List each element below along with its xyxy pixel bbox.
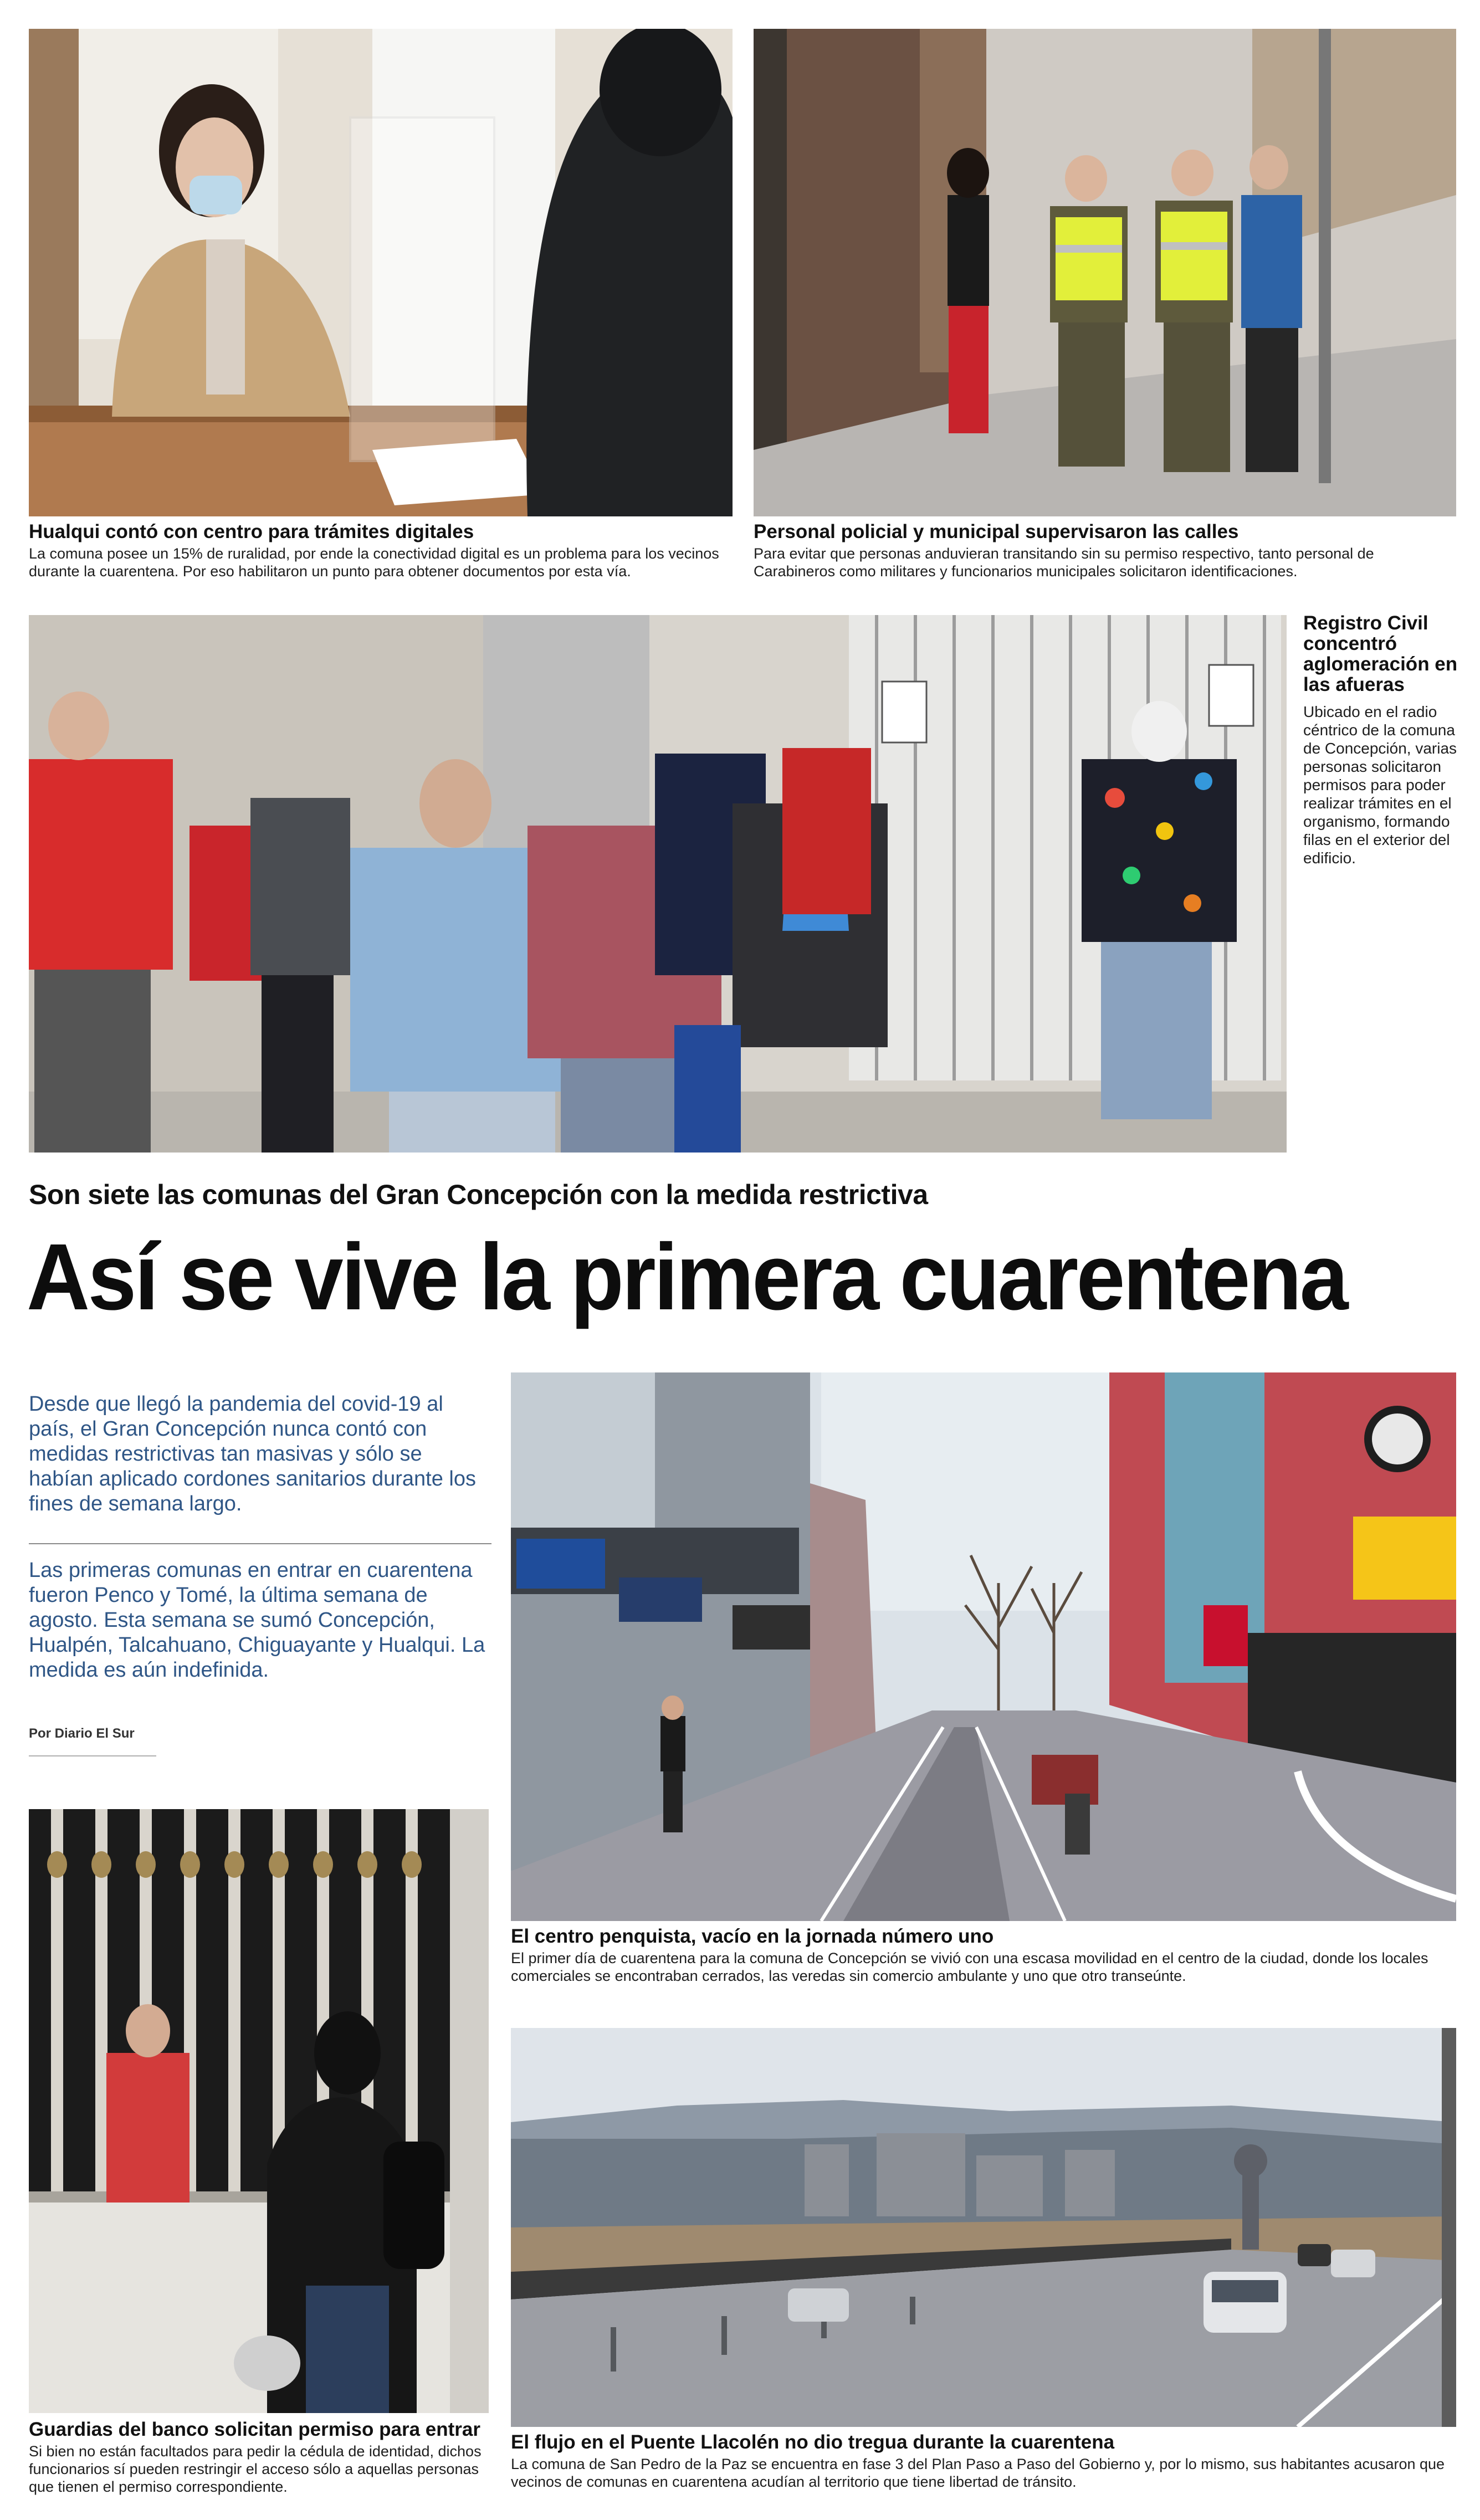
caption-title-police: Personal policial y municipal supervisaron las calles (754, 521, 1239, 542)
article-headline: Así se vive la primera cuarentena (27, 1225, 1346, 1330)
photo-hualqui-office (29, 29, 733, 516)
caption-body-registro: Ubicado en el radio céntrico de la comuna de Concepción, varias personas solicitaron permisos para poder realizar trámites en el organismo, formando filas en el exterior del edificio. (1303, 703, 1457, 867)
caption-body-hualqui: La comuna posee un 15% de ruralidad, por ende la conectividad digital es un problema para los vecinos durante la cuarentena. Por eso habilitaron un punto para obtener documentos por esta vía. (29, 545, 719, 580)
caption-title-banco: Guardias del banco solicitan permiso para entrar (29, 2419, 480, 2440)
caption-title-registro: Registro Civil concentró aglomeración en las afueras (1303, 612, 1458, 695)
photo-puente-llacolen-traffic (511, 2028, 1456, 2427)
caption-body-puente: La comuna de San Pedro de la Paz se encuentra en fase 3 del Plan Paso a Paso del Gobierno y, por lo mismo, sus habitantes acusaron que vecinos de comunas en cuarentena acudían al territorio que tiene libertad de tránsito. (511, 2456, 1445, 2490)
caption-body-banco: Si bien no están facultados para pedir la cédula de identidad, dichos funcionarios sí pueden restringir el acceso sólo a aquellas personas que tienen el permiso correspondiente. (29, 2443, 482, 2495)
caption-body-police: Para evitar que personas anduvieran transitando sin su permiso respectivo, tanto personal de Carabineros como militares y funcionarios municipales solicitaron identificaciones. (754, 545, 1374, 580)
caption-title-puente: El flujo en el Puente Llacolén no dio tregua durante la cuarentena (511, 2431, 1115, 2453)
photo-centro-empty-street (511, 1372, 1456, 1921)
lead-paragraph-1: Desde que llegó la pandemia del covid-19 al país, el Gran Concepción nunca contó con medidas restrictivas tan masivas y sólo se habían aplicado cordones sanitarios durante los fines de semana largo. (29, 1392, 476, 1515)
divider (29, 1543, 491, 1544)
caption-title-hualqui: Hualqui contó con centro para trámites digitales (29, 521, 474, 542)
photo-bank-guard-gate (29, 1809, 489, 2413)
caption-title-centro: El centro penquista, vacío en la jornada número uno (511, 1925, 994, 1947)
photo-police-street (754, 29, 1456, 516)
divider (29, 1755, 156, 1756)
byline: Por Diario El Sur (29, 1726, 135, 1741)
photo-registro-civil-queue (29, 615, 1287, 1153)
lead-paragraph-2: Las primeras comunas en entrar en cuarentena fueron Penco y Tomé, la última semana de agosto. Esta semana se sumó Concepción, Hualpén, Talcahuano, Chiguayante y Hualqui. La medida es aún indefinida. (29, 1559, 485, 1682)
caption-body-centro: El primer día de cuarentena para la comuna de Concepción se vivió con una escasa movilidad en el centro de la ciudad, donde los locales comerciales se encontraban cerrados, las veredas sin comercio ambulante y uno que otro transeúnte. (511, 1950, 1428, 1984)
article-kicker: Son siete las comunas del Gran Concepción con la medida restrictiva (29, 1179, 928, 1210)
